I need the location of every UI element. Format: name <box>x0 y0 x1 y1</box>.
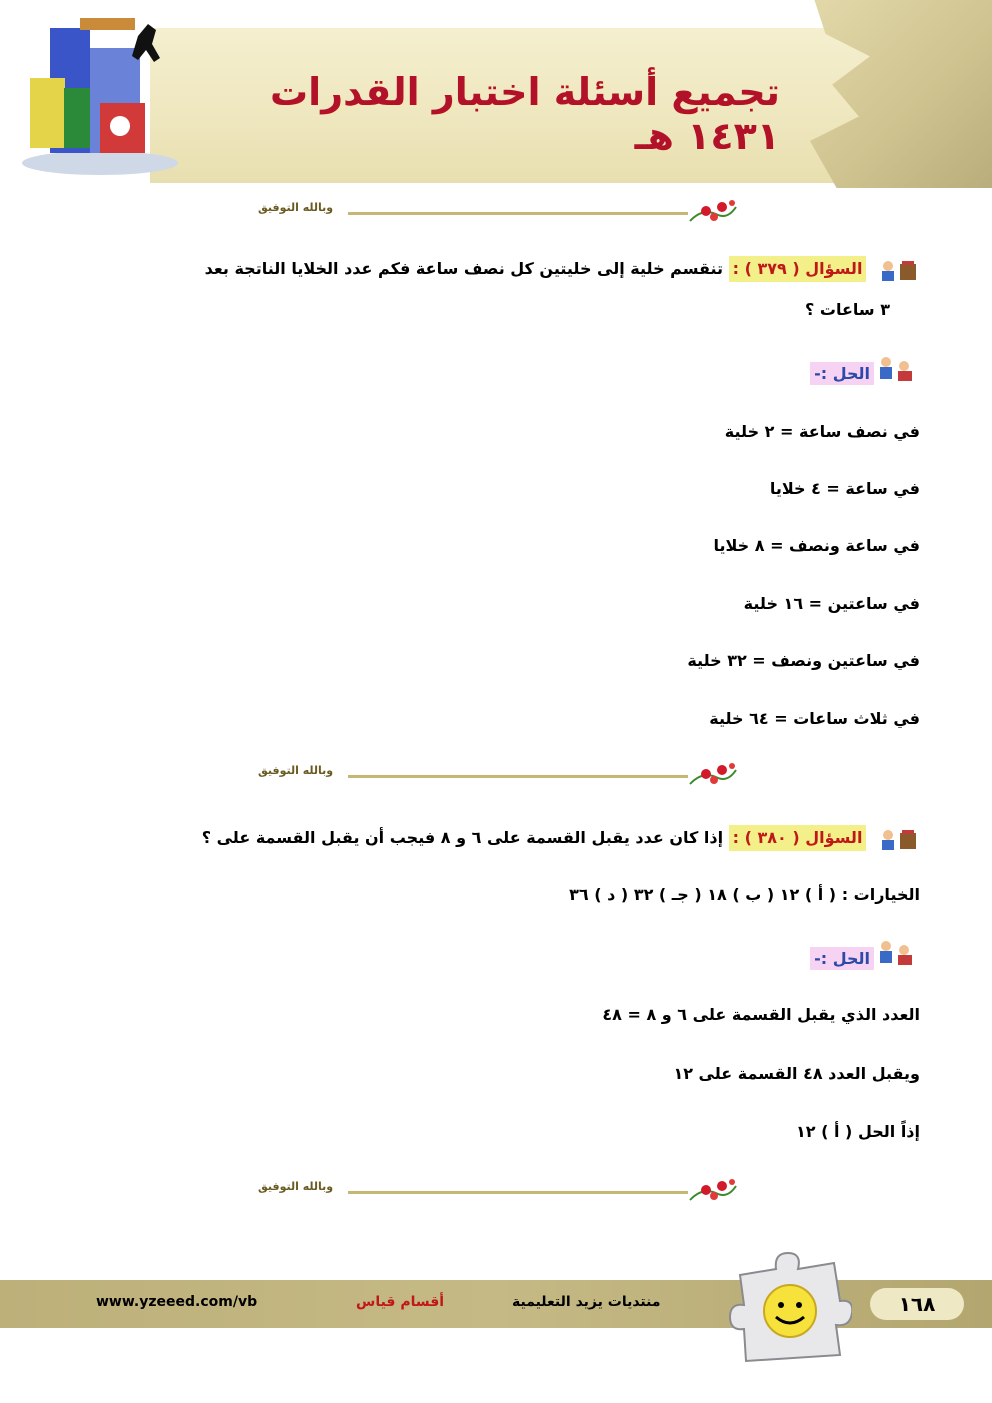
solution-step: إذاً الحل ( أ ) ١٢ <box>796 1122 920 1141</box>
separator-signature: وبالله التوفيق <box>258 201 334 214</box>
teacher-student-icon <box>874 354 918 384</box>
solution-label: الحل :- <box>810 947 874 970</box>
solution-step: في ثلاث ساعات = ٦٤ خلية <box>709 709 920 728</box>
rose-icon <box>688 760 738 790</box>
separator-line <box>348 212 688 215</box>
separator <box>258 760 738 790</box>
choices: الخيارات : ( أ ) ١٢ ( ب ) ١٨ ( جـ ) ٣٢ ( د ) ٣٦ <box>569 885 920 904</box>
separator-line <box>348 1191 688 1194</box>
separator <box>258 197 738 227</box>
teacher-student-icon <box>874 938 918 968</box>
footer-website: www.yzeeed.com/vb <box>96 1294 258 1310</box>
separator-signature: وبالله التوفيق <box>258 764 334 777</box>
separator <box>258 1176 738 1206</box>
student-books-icon <box>876 827 920 851</box>
rose-icon <box>688 197 738 227</box>
separator-line <box>348 775 688 778</box>
footer-forum: منتديات يزيد التعليمية <box>512 1294 661 1310</box>
solution-step: في ساعتين = ١٦ خلية <box>743 594 920 613</box>
abc-blocks-logo <box>20 8 180 178</box>
page-title: تجميع أسئلة اختبار القدرات ١٤٣١ هـ <box>269 70 780 158</box>
solution-step: في ساعة ونصف = ٨ خلايا <box>713 536 920 555</box>
question-text: إذا كان عدد يقبل القسمة على ٦ و ٨ فيجب أن يقبل القسمة على ؟ <box>201 828 724 847</box>
separator-signature: وبالله التوفيق <box>258 1180 334 1193</box>
solution-step: في ساعة = ٤ خلايا <box>769 479 920 498</box>
question-text: تنقسم خلية إلى خليتين كل نصف ساعة فكم عدد الخلايا الناتجة بعد <box>204 259 724 278</box>
question-label: السؤال ( ٣٧٩ ) : <box>729 256 867 282</box>
question-379 <box>60 256 920 282</box>
page-number: ١٦٨ <box>870 1288 964 1320</box>
solution-step: في ساعتين ونصف = ٣٢ خلية <box>687 651 920 670</box>
smiley-puzzle-icon <box>726 1245 852 1365</box>
question-text-continued: ٣ ساعات ؟ <box>805 300 890 319</box>
page-header <box>0 0 992 188</box>
footer-section: أقسام قياس <box>356 1294 445 1310</box>
solution-label: الحل :- <box>810 362 874 385</box>
question-label: السؤال ( ٣٨٠ ) : <box>729 825 867 851</box>
student-books-icon <box>876 258 920 282</box>
solution-step: العدد الذي يقبل القسمة على ٦ و ٨ = ٤٨ <box>602 1005 920 1024</box>
rose-icon <box>688 1176 738 1206</box>
question-380 <box>160 825 920 851</box>
solution-step: في نصف ساعة = ٢ خلية <box>724 422 920 441</box>
solution-step: ويقبل العدد ٤٨ القسمة على ١٢ <box>673 1064 920 1083</box>
